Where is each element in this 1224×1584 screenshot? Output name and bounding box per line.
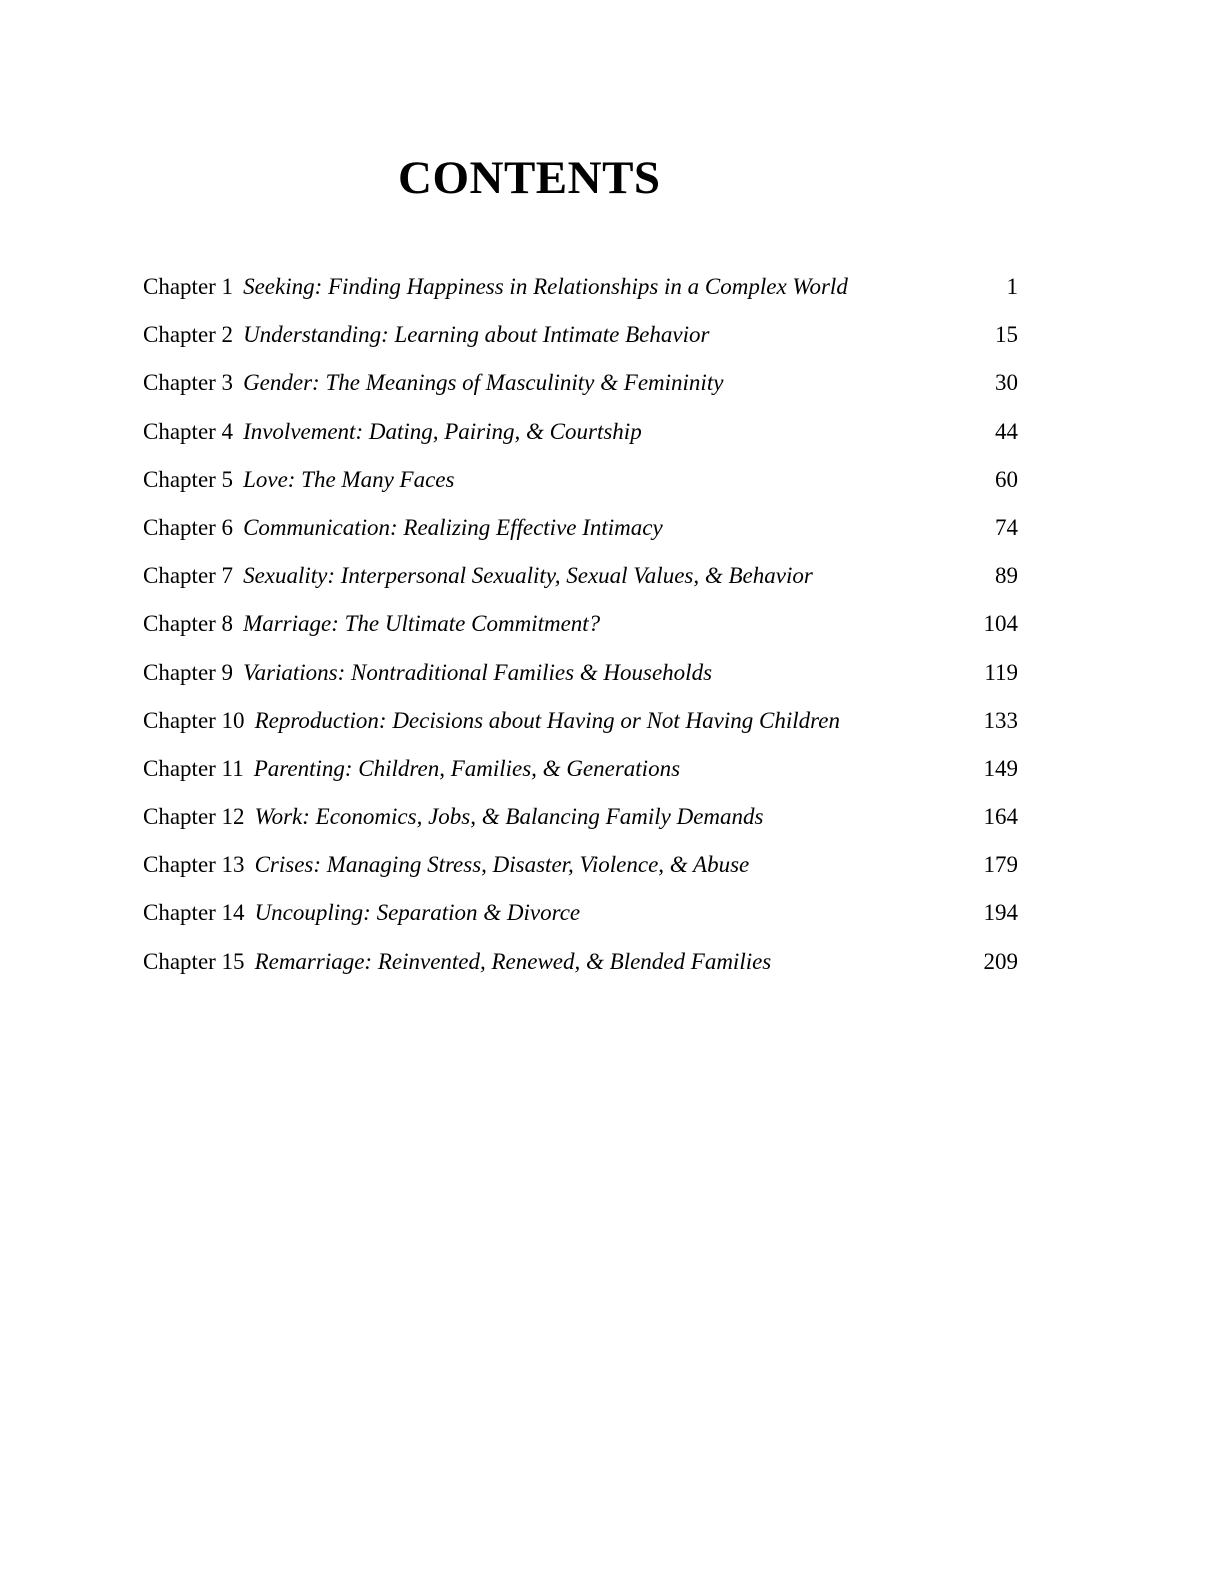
toc-entry-9[interactable] — [143, 654, 1018, 702]
chapter-title: Uncoupling: Separation & Divorce — [254, 900, 581, 926]
page-title: CONTENTS — [398, 152, 661, 204]
page-number: 119 — [984, 659, 1018, 685]
chapter-title: Parenting: Children, Families, & Generations — [253, 755, 681, 781]
chapter-number: Chapter 7 — [143, 563, 234, 589]
chapter-number: Chapter 12 — [143, 804, 245, 830]
page-number: 104 — [983, 611, 1018, 637]
chapter-title: Sexuality: Interpersonal Sexuality, Sexual Values, & Behavior — [243, 563, 813, 589]
toc-entry-7[interactable] — [143, 557, 1018, 605]
page-number: 15 — [995, 322, 1018, 348]
toc-entry-3[interactable] — [143, 364, 1018, 412]
table-of-contents — [143, 268, 1018, 991]
chapter-title: Crises: Managing Stress, Disaster, Violence, & Abuse — [254, 852, 750, 878]
toc-entry-12[interactable] — [143, 798, 1018, 846]
page-number: 30 — [995, 370, 1018, 396]
toc-entry-11[interactable] — [143, 750, 1018, 798]
page-number: 74 — [995, 514, 1018, 540]
toc-entry-8[interactable] — [143, 605, 1018, 653]
page-number: 209 — [983, 948, 1018, 974]
chapter-number: Chapter 13 — [143, 852, 245, 878]
chapter-number: Chapter 2 — [143, 322, 234, 348]
chapter-title: Remarriage: Reinvented, Renewed, & Blended Families — [254, 948, 772, 974]
chapter-title: Variations: Nontraditional Families & Households — [243, 659, 713, 685]
chapter-number: Chapter 14 — [143, 900, 245, 926]
chapter-number: Chapter 4 — [143, 418, 234, 444]
chapter-number: Chapter 10 — [143, 707, 245, 733]
toc-entry-6[interactable] — [143, 509, 1018, 557]
toc-entry-5[interactable] — [143, 461, 1018, 509]
chapter-number: Chapter 6 — [143, 514, 234, 540]
chapter-number: Chapter 11 — [143, 755, 244, 781]
page-number: 60 — [995, 466, 1018, 492]
page-number: 164 — [983, 804, 1018, 830]
page-number: 149 — [983, 755, 1018, 781]
chapter-title: Love: The Many Faces — [243, 466, 455, 492]
chapter-title: Seeking: Finding Happiness in Relationships in a Complex World — [243, 274, 848, 299]
chapter-title: Work: Economics, Jobs, & Balancing Family Demands — [254, 804, 764, 830]
chapter-title: Involvement: Dating, Pairing, & Courtship — [243, 418, 642, 444]
page-number: 179 — [983, 852, 1018, 878]
chapter-title: Communication: Realizing Effective Intimacy — [243, 514, 663, 540]
chapter-number: Chapter 5 — [143, 466, 234, 492]
toc-entry-15[interactable] — [143, 943, 1018, 991]
chapter-number: Chapter 3 — [143, 370, 234, 396]
toc-entry-2[interactable] — [143, 316, 1018, 364]
chapter-title: Understanding: Learning about Intimate Behavior — [243, 322, 710, 348]
chapter-title: Marriage: The Ultimate Commitment? — [243, 611, 601, 637]
page-number: 89 — [995, 563, 1018, 589]
toc-entry-14[interactable] — [143, 894, 1018, 942]
toc-entry-10[interactable] — [143, 702, 1018, 750]
chapter-number: Chapter 8 — [143, 611, 234, 637]
toc-entry-13[interactable] — [143, 846, 1018, 894]
chapter-title: Gender: The Meanings of Masculinity & Femininity — [243, 370, 724, 396]
chapter-number: Chapter 15 — [143, 948, 245, 974]
chapter-number: Chapter 1 — [143, 274, 234, 299]
chapter-title: Reproduction: Decisions about Having or Not Having Children — [254, 707, 840, 733]
chapter-number: Chapter 9 — [143, 659, 234, 685]
page-number: 194 — [983, 900, 1018, 926]
toc-entry-1[interactable] — [143, 268, 1018, 316]
page-number: 44 — [995, 418, 1018, 444]
page-number: 133 — [983, 707, 1018, 733]
toc-entry-4[interactable] — [143, 413, 1018, 461]
page-number: 1 — [1006, 274, 1018, 299]
